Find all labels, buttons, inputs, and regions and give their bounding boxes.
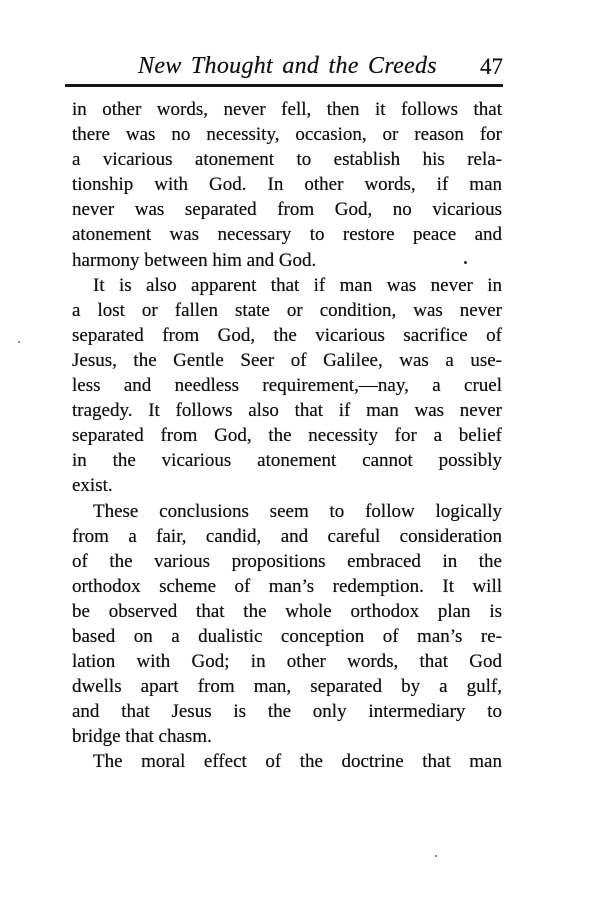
text-line: based on a dualistic conception of man’s re-	[72, 625, 502, 647]
text-line: tragedy. It follows also that if man was never	[72, 400, 502, 422]
text-line: separated from God, the vicarious sacrifice of	[72, 324, 502, 346]
paragraph	[72, 97, 502, 273]
text-line: exist.	[72, 475, 113, 497]
text-line: there was no necessity, occasion, or reason for	[72, 124, 502, 146]
ink-speck	[435, 855, 437, 857]
text-line: bridge that chasm.	[72, 726, 212, 748]
ink-speck	[18, 341, 20, 343]
text-line: harmony between him and God.	[72, 249, 317, 271]
text-line: a vicarious atonement to establish his rela-	[72, 149, 502, 171]
running-header-title: New Thought and the Creeds	[138, 53, 437, 79]
text-line: and that Jesus is the only intermediary to	[72, 701, 502, 723]
text-line: tionship with God. In other words, if man	[72, 174, 502, 196]
text-line: never was separated from God, no vicarious	[72, 199, 502, 221]
text-line: dwells apart from man, separated by a gulf,	[72, 676, 502, 698]
text-line: less and needless requirement,—nay, a cruel	[72, 375, 502, 397]
text-line: a lost or fallen state or condition, was never	[72, 299, 502, 321]
running-header	[72, 52, 503, 82]
text-line: atonement was necessary to restore peace and	[72, 224, 502, 246]
text-line: orthodox scheme of man’s redemption. It will	[72, 575, 502, 597]
paragraph	[72, 749, 502, 774]
text-line: from a fair, candid, and careful consideration	[72, 525, 502, 547]
text-line: in other words, never fell, then it follows that	[72, 99, 502, 120]
text-line: These conclusions seem to follow logically	[93, 500, 502, 522]
text-block	[72, 97, 502, 775]
paragraph	[72, 499, 502, 750]
ink-speck	[464, 261, 467, 264]
text-line: be observed that the whole orthodox plan is	[72, 600, 502, 622]
text-line: separated from God, the necessity for a belief	[72, 425, 502, 447]
text-line: of the various propositions embraced in the	[72, 550, 502, 572]
page-number: 47	[480, 54, 503, 79]
text-line: It is also apparent that if man was never in	[93, 274, 502, 296]
text-line: lation with God; in other words, that God	[72, 651, 502, 673]
text-line: Jesus, the Gentle Seer of Galilee, was a use-	[72, 349, 502, 371]
text-line: The moral effect of the doctrine that man	[93, 751, 502, 773]
paragraph	[72, 273, 502, 499]
header-rule	[65, 84, 503, 87]
text-line: in the vicarious atonement cannot possibly	[72, 450, 502, 472]
